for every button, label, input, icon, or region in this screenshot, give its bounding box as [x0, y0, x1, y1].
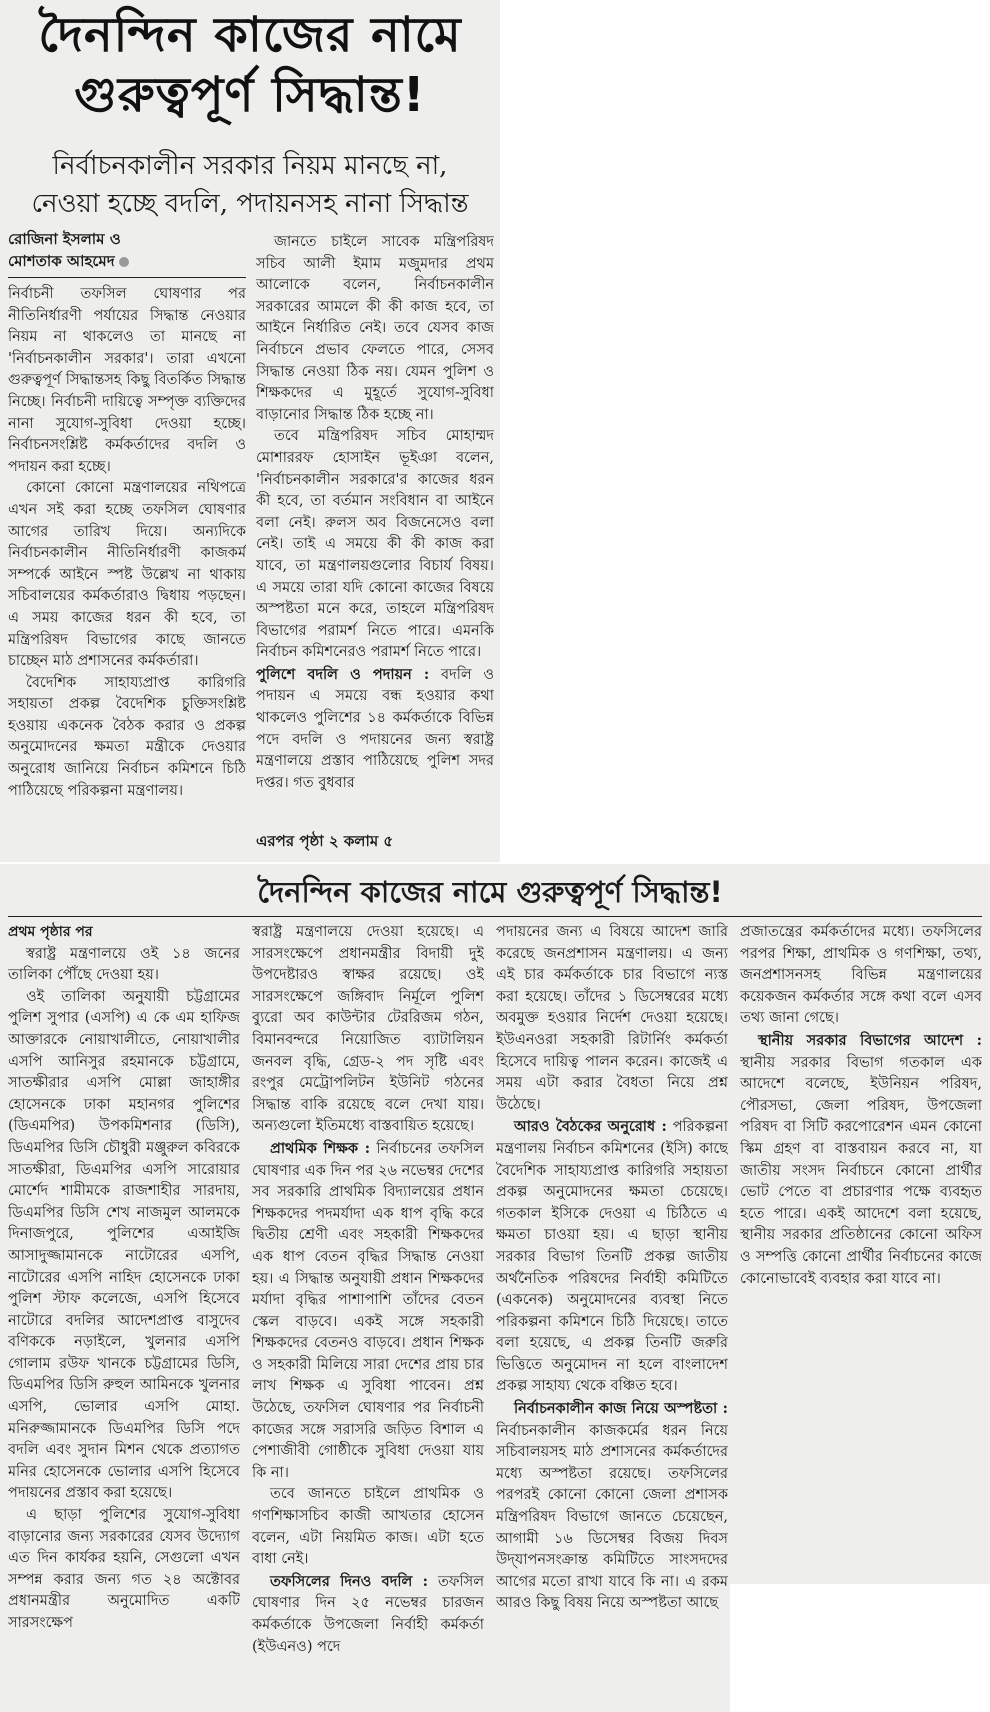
subhead-text: তফসিল ঘোষণার দিন ২৫ নভেম্বর চারজন কর্মকর্তাকে উপজেলা নির্বাহী কর্মকর্তা (ইউএনও) পদে	[252, 1573, 484, 1655]
cont-column-3	[496, 922, 728, 1708]
continuation-headline: দৈনন্দিন কাজের নামে গুরুত্বপূর্ণ সিদ্ধান্ত!	[257, 875, 723, 909]
headline-line-1: দৈনন্দিন কাজের নামে	[38, 7, 462, 63]
paragraph: নির্বাচনী তফসিল ঘোষণার পর নীতিনির্ধারণী পর্যায়ের সিদ্ধান্ত নেওয়ার নিয়ম না থাকলেও তা মানছে না 'নির্বাচনকালীন সরকার'। তারা এখনো গুরুত্বপূর্ণ সিদ্ধান্তসহ কিছু বিতর্কিত সিদ্ধান্ত নিচ্ছে। নির্বাচনী দায়িত্বে সম্পৃক্ত ব্যক্তিদের নানা সুযোগ-সুবিধা দেওয়া হচ্ছে। নির্বাচনসংশ্লিষ্ট কর্মকর্তাদের বদলি ও পদায়ন করা হচ্ছে।	[8, 286, 246, 475]
subhead: স্থানীয় সরকার বিভাগের আদেশ :	[758, 1031, 982, 1049]
paragraph: পদায়নের জন্য এ বিষয়ে আদেশ জারি করেছে জনপ্রশাসন মন্ত্রণালয়। এ জন্য এই চার কর্মকর্তাকে চার বিভাগে ন্যস্ত করা হয়েছে। তাঁদের ১ ডিসেম্বরের মধ্যে অবমুক্ত হওয়ার নির্দেশ দেওয়া হয়েছে। ইউএনওরা সহকারী রিটার্নিং কর্মকর্তা হিসেবে দায়িত্ব পালন করেন। কাজেই এ সময় এটা করার বৈধতা নিয়ে প্রশ্ন উঠেছে।	[496, 924, 728, 1113]
subhead: প্রাথমিক শিক্ষক :	[270, 1139, 371, 1157]
paragraph-with-subhead	[496, 1398, 728, 1615]
article-clip-front-page	[0, 0, 500, 862]
paragraph: প্রজাতন্ত্রের কর্মকর্তাদের মধ্যে। তফসিলের পরপর শিক্ষা, প্রাথমিক ও গণশিক্ষা, তথ্য, জনপ্রশাসনসহ বিভিন্ন মন্ত্রণালয়ের কয়েকজন কর্মকর্তার সঙ্গে কথা বলে এসব তথ্য জানা গেছে।	[740, 924, 982, 1027]
bullet-dot-icon	[119, 257, 129, 267]
byline-author-1: রোজিনা ইসলাম ও	[8, 230, 121, 248]
subhead-text: পরিকল্পনা মন্ত্রণালয় নির্বাচন কমিশনের (ইসি) কাছে বৈদেশিক সাহায্যপ্রাপ্ত কারিগরি সহায়তা প্রকল্প অনুমোদনের ক্ষমতা চেয়েছে। গতকাল ইসিকে দেওয়া এ চিঠিতে এ ক্ষমতা চাওয়া হয়। এ ছাড়া স্থানীয় সরকার বিভাগ তিনটি প্রকল্প জাতীয় অর্থনৈতিক পরিষদের নির্বাহী কমিটিতে (একনেক) অনুমোদনের ব্যবস্থা নিতে পরিকল্পনা কমিশনে চিঠি দিয়েছে। তাতে বলা হয়েছে, এ প্রকল্প তিনটি জরুরি ভিত্তিতে অনুমোদন না হলে বাংলাদেশ প্রকল্প সাহায্য থেকে বঞ্চিত হবে।	[496, 1119, 728, 1395]
headline-line-2: গুরুত্বপূর্ণ সিদ্ধান্ত!	[74, 67, 426, 123]
paragraph-with-subhead	[496, 1116, 728, 1398]
paragraph: কোনো কোনো মন্ত্রণালয়ের নথিপত্রে এখন সই করা হচ্ছে তফসিল ঘোষণার আগের তারিখ দিয়ে। অন্যদিকে নির্বাচনকালীন নীতিনির্ধারণী কাজকর্ম সম্পর্কে আইনে স্পষ্ট উল্লেখ না থাকায় সচিবালয়ের কর্মকর্তারাও দ্বিধায় পড়ছেন। এ সময় কাজের ধরন কী হবে, তা মন্ত্রিপরিষদ বিভাগের কাছে জানতে চাচ্ছেন মাঠ প্রশাসনের কর্মকর্তারা।	[8, 480, 246, 670]
cont-column-1	[8, 922, 240, 1708]
continued-from-label: প্রথম পৃষ্ঠার পর	[8, 924, 93, 940]
paragraph-with-subhead	[740, 1030, 982, 1290]
subhead-text: নির্বাচনকালীন কাজকর্মের ধরন নিয়ে সচিবালয়সহ মাঠ প্রশাসনের কর্মকর্তাদের মধ্যে অস্পষ্টতা রয়েছে। তফসিলের পরপরই কোনো কোনো জেলা প্রশাসক মন্ত্রিপরিষদ বিভাগে জানতে চেয়েছেন, আগামী ১৬ ডিসেম্বর বিজয় দিবস উদ্‌যাপনসংক্রান্ত কমিটিতে সাংসদদের আগের মতো রাখা যাবে কি না। এ রকম আরও কিছু বিষয় নিয়ে অস্পষ্টতা আছে	[496, 1422, 728, 1612]
paragraph: তবে মন্ত্রিপরিষদ সচিব মোহাম্মদ মোশাররফ হোসাইন ভূইঞা বলেন, 'নির্বাচনকালীন সরকারে'র কাজের ধরন কী হবে, তা বর্তমান সংবিধান বা আইনে বলা নেই। রুলস অব বিজনেসেও বলা নেই। তাই এ সময়ে কী কী কাজ করা যাবে, তা মন্ত্রণালয়গুলোর বিচার্য বিষয়। এ সময়ে তারা যদি কোনো কাজের বিষয়ে অস্পষ্টতা মনে করে, তাহলে মন্ত্রিপরিষদ বিভাগের পরামর্শ নিতে পারে। এমনকি নির্বাচন কমিশনেরও পরামর্শ নিতে পারে।	[256, 428, 494, 661]
paragraph-with-subhead	[252, 1571, 484, 1658]
subhead: পুলিশে বদলি ও পদায়ন :	[256, 665, 430, 683]
paragraph: স্বরাষ্ট্র মন্ত্রণালয়ে দেওয়া হয়েছে। এ সারসংক্ষেপে প্রধানমন্ত্রীর বিদায়ী দুই উপদেষ্টারও স্বাক্ষর রয়েছে। ওই সারসংক্ষেপে জঙ্গিবাদ নির্মূলে পুলিশ ব্যুরো অব কাউন্টার টেররিজম গঠন, বিমানবন্দরে নিয়োজিত ব্যাটালিয়ন জনবল বৃদ্ধি, গ্রেড-২ পদ সৃষ্টি এবং রংপুর মেট্রোপলিটন ইউনিট গঠনের সিদ্ধান্ত বাকি রয়েছে বলে দেখা যায়। অন্যগুলো ইতিমধ্যে বাস্তবায়িত হয়েছে।	[252, 924, 484, 1135]
subhead-text: স্থানীয় সরকার বিভাগ গতকাল এক আদেশে বলেছে, ইউনিয়ন পরিষদ, পৌরসভা, জেলা পরিষদ, উপজেলা পরিষদ বা সিটি করপোরেশন এমন কোনো স্কিম গ্রহণ বা বাস্তবায়ন করবে না, যা জাতীয় সংসদ নির্বাচনে কোনো প্রার্থীর ভোট পেতে বা প্রচারণার পক্ষে ব্যবহৃত হতে পারে। একই আদেশে বলা হয়েছে, স্থানীয় সরকার প্রতিষ্ঠানের কোনো অফিস ও সম্পত্তি কোনো প্রার্থীর নির্বাচনের কাজে কোনোভাবেই ব্যবহার করা যাবে না।	[740, 1054, 982, 1287]
byline-divider	[8, 277, 246, 278]
byline	[8, 228, 248, 272]
subhead: আরও বৈঠকের অনুরোধ :	[514, 1118, 667, 1136]
subheadline-line-2: নেওয়া হচ্ছে বদলি, পদায়নসহ নানা সিদ্ধান্ত	[31, 189, 469, 219]
subhead-text: বদলি ও পদায়ন এ সময়ে বন্ধ হওয়ার কথা থাকলেও পুলিশের ১৪ কর্মকর্তাকে বিভিন্ন পদে বদলি ও পদায়নের জন্য স্বরাষ্ট্র মন্ত্রণালয়ে প্রস্তাব পাঠিয়েছে পুলিশ সদর দপ্তর। গত বুধবার	[256, 666, 494, 791]
cont-column-2	[252, 922, 484, 1708]
front-column-1	[8, 284, 246, 860]
paragraph: এ ছাড়া পুলিশের সুযোগ-সুবিধা বাড়ানোর জন্য সরকারের যেসব উদ্যোগ এত দিন কার্যকর হয়নি, সেগুলো এখন সম্পন্ন করার জন্য গত ২৪ অক্টোবর প্রধানমন্ত্রীর অনুমোদিত একটি সারসংক্ষেপ	[8, 1507, 240, 1631]
paragraph: ওই তালিকা অনুযায়ী চট্টগ্রামের পুলিশ সুপার (এসপি) এ কে এম হাফিজ আক্তারকে নোয়াখালীতে, নোয়াখালীর এসপি আনিসুর রহমানকে চট্টগ্রামে, সাতক্ষীরার এসপি মোল্লা জাহাঙ্গীর হোসেনকে ঢাকা মহানগর পুলিশের (ডিএমপির) উপকমিশনার (ডিসি), ডিএমপির ডিসি চৌধুরী মঞ্জুরুল কবিরকে সাতক্ষীরা, ডিএমপির এসপি সারোয়ার মোর্শেদ শামীমকে রাজশাহীর সারদায়, ডিএমপির ডিসি শেখ নাজমুল আলমকে দিনাজপুরে, পুলিশের এআইজি আসাদুজ্জামানকে নাটোরের এসপি, নাটোরের এসপি নাহিদ হোসেনকে ঢাকা পুলিশ স্টাফ কলেজে, এসপি হিসেবে নাটোরে বদলির আদেশপ্রাপ্ত বাসুদেব বণিককে নড়াইলে, খুলনার এসপি গোলাম রউফ খানকে চট্টগ্রামের ডিসি, ডিএমপির ডিসি রুহুল আমিনকে খুলনার এসপি, ভোলার এসপি মোহা. মনিরুজ্জামানকে ডিএমপির ডিসি পদে বদলি এবং সুদান মিশন থেকে প্রত্যাগত মনির হোসেনকে ভোলার এসপি হিসেবে পদায়নের প্রস্তাব করা হয়েছে।	[8, 988, 240, 1502]
headline-divider	[8, 916, 982, 917]
subheadline-line-1: নির্বাচনকালীন সরকার নিয়ম মানছে না,	[52, 151, 448, 181]
article-clip-continuation	[0, 864, 990, 1712]
subhead: তফসিলের দিনও বদলি :	[270, 1572, 429, 1590]
subhead-text: নির্বাচনের তফসিল ঘোষণার এক দিন পর ২৬ নভেম্বর দেশের সব সরকারি প্রাথমিক বিদ্যালয়ের প্রধান শিক্ষকদের পদমর্যাদা এক ধাপ বৃদ্ধি করে দ্বিতীয় শ্রেণী এবং সহকারী শিক্ষকদের এক ধাপ বেতন বৃদ্ধির সিদ্ধান্ত নেওয়া হয়। এ সিদ্ধান্ত অনুযায়ী প্রধান শিক্ষকদের মর্যাদা বৃদ্ধির পাশাপাশি তাঁদের বেতন স্কেল বাড়বে। একই সঙ্গে সহকারী শিক্ষকদের বেতনও বাড়বে। প্রধান শিক্ষক ও সহকারী মিলিয়ে সারা দেশের প্রায় চার লাখ শিক্ষক এ সুবিধা পাবেন। প্রশ্ন উঠেছে, তফসিল ঘোষণার পর নির্বাচনী কাজের সঙ্গে সরাসরি জড়িত বিশাল এ পেশাজীবী গোষ্ঠীকে সুবিধা দেওয়া যায় কি না।	[252, 1140, 484, 1481]
front-column-2	[256, 232, 494, 822]
byline-row-2	[8, 250, 248, 272]
paragraph: স্বরাষ্ট্র মন্ত্রণালয়ে ওই ১৪ জনের তালিকা পৌঁছে দেওয়া হয়।	[8, 945, 240, 984]
subhead: নির্বাচনকালীন কাজ নিয়ে অস্পষ্টতা :	[514, 1400, 728, 1418]
paragraph-with-subhead	[256, 664, 494, 795]
paragraph: বৈদেশিক সাহায্যপ্রাপ্ত কারিগরি সহায়তা প্রকল্প বৈদেশিক চুক্তিসংশ্লিষ্ট হওয়ায় একনেক বৈঠক করার ও প্রকল্প অনুমোদনের ক্ষমতা মন্ত্রীকে দেওয়ার অনুরোধ জানিয়ে নির্বাচন কমিশনে চিঠি পাঠিয়েছে পরিকল্পনা মন্ত্রণালয়।	[8, 674, 246, 799]
byline-author-2: মোশতাক আহমেদ	[8, 252, 115, 270]
paragraph: জানতে চাইলে সাবেক মন্ত্রিপরিষদ সচিব আলী ইমাম মজুমদার প্রথম আলোকে বলেন, নির্বাচনকালীন সরকারের আমলে কী কী কাজ হবে, তা আইনে নির্ধারিত নেই। তবে যেসব কাজ নির্বাচনে প্রভাব ফেলতে পারে, সেসব সিদ্ধান্ত নেওয়া ঠিক নয়। যেমন পুলিশ ও শিক্ষকদের এ মুহূর্তে সুযোগ-সুবিধা বাড়ানোর সিদ্ধান্ত ঠিক হচ্ছে না।	[256, 234, 494, 423]
cont-column-4	[740, 922, 982, 1572]
paragraph: তবে জানতে চাইলে প্রাথমিক ও গণশিক্ষাসচিব কাজী আখতার হোসেন বলেন, এটা নিয়মিত কাজ। এটা হতে বাধা নেই।	[252, 1486, 484, 1568]
paragraph-with-subhead	[252, 1138, 484, 1485]
continued-on-label: এরপর পৃষ্ঠা ২ কলাম ৫	[256, 832, 394, 850]
